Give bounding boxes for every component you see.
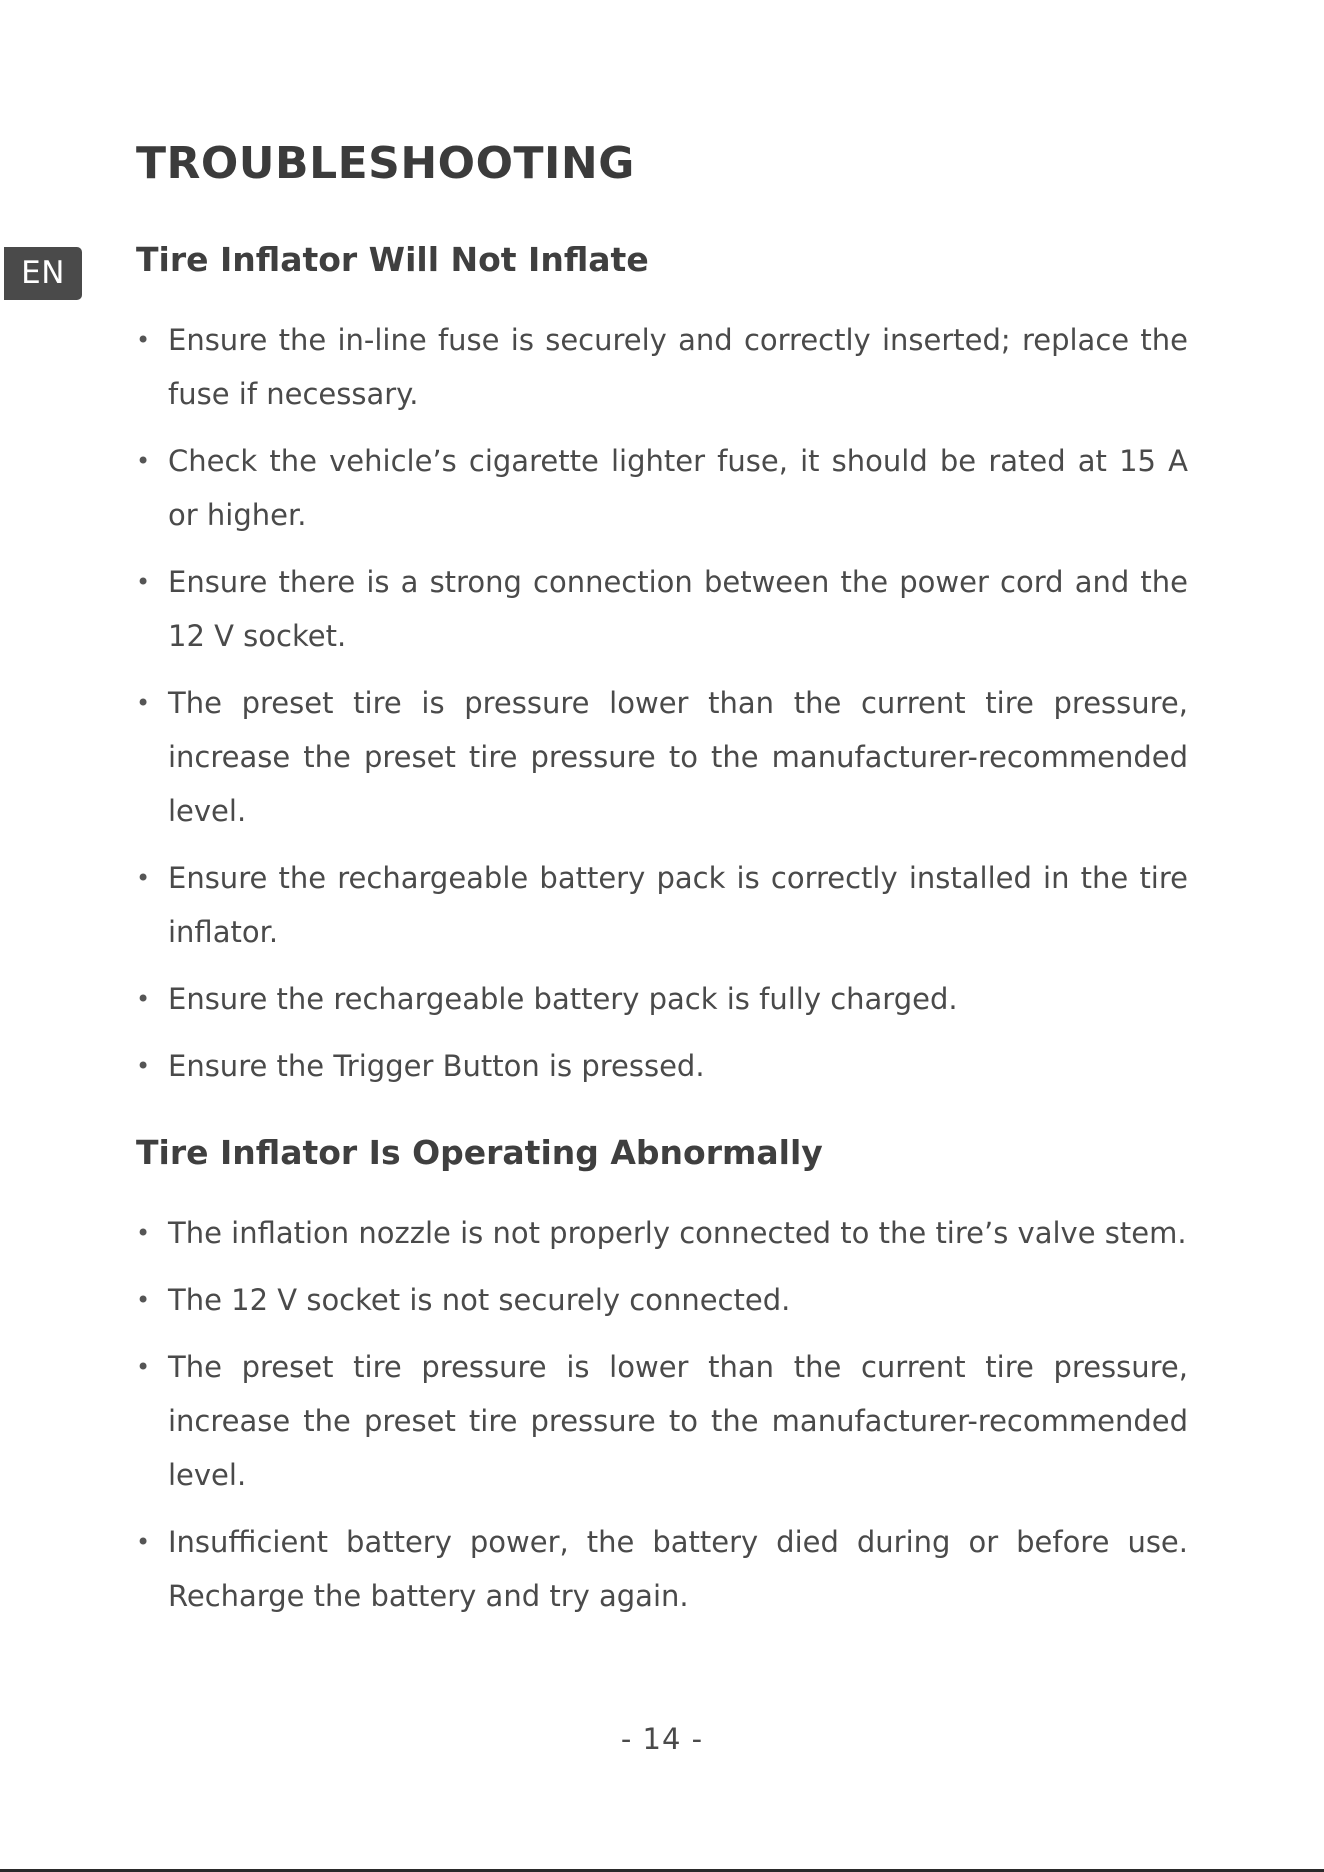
list-item: • The preset tire pressure is lower than the current tire pressure, increase the preset tire pressure to the manufacturer-recommended level. xyxy=(136,1340,1188,1502)
list-item: • The inflation nozzle is not properly connected to the tire’s valve stem. xyxy=(136,1206,1188,1260)
list-item: • Ensure the Trigger Button is pressed. xyxy=(136,1039,1188,1093)
page-number: - 14 - xyxy=(620,1722,704,1756)
list-item: • The preset tire is pressure lower than the current tire pressure, increase the preset tire pressure to the manufacturer-recommended level. xyxy=(136,676,1188,838)
list-item: • Ensure the in-line fuse is securely and correctly inserted; replace the fuse if necessary. xyxy=(136,313,1188,421)
list-item: • Ensure the rechargeable battery pack is fully charged. xyxy=(136,972,1188,1026)
page-title: TROUBLESHOOTING xyxy=(136,138,635,189)
list-item: • Insufficient battery power, the battery died during or before use. Recharge the battery and try again. xyxy=(136,1515,1188,1623)
list-item: • Ensure the rechargeable battery pack is correctly installed in the tire inflator. xyxy=(136,851,1188,959)
section-heading: Tire Inflator Will Not Inflate xyxy=(136,240,649,279)
section-heading: Tire Inflator Is Operating Abnormally xyxy=(136,1133,823,1172)
bullet-list xyxy=(136,1206,1188,1623)
language-tab: EN xyxy=(4,247,82,300)
list-item: • Ensure there is a strong connection between the power cord and the 12 V socket. xyxy=(136,555,1188,663)
list-item: • The 12 V socket is not securely connected. xyxy=(136,1273,1188,1327)
section-operating-abnormally xyxy=(136,1133,1188,1636)
list-item: • Check the vehicle’s cigarette lighter fuse, it should be rated at 15 A or higher. xyxy=(136,434,1188,542)
bullet-list xyxy=(136,313,1188,1093)
section-will-not-inflate xyxy=(136,240,1188,1106)
